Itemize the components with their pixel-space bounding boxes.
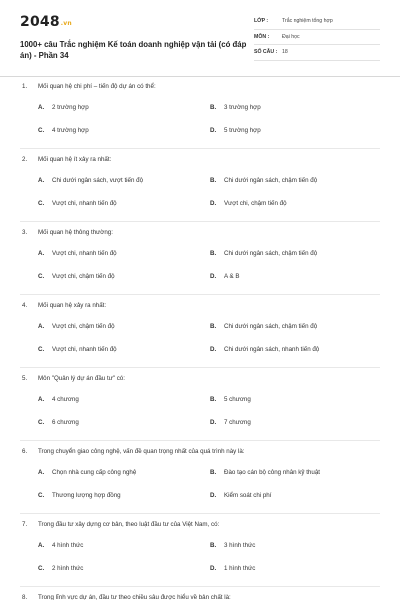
- option-c[interactable]: C. Vượt chi, nhanh tiến độ: [38, 346, 117, 353]
- meta-table: [254, 14, 380, 61]
- question-item: [20, 514, 380, 587]
- question-number: 1.: [22, 83, 28, 90]
- meta-row-class: [254, 14, 380, 30]
- option-d[interactable]: D. Kiểm soát chi phí: [210, 492, 272, 499]
- question-text: Mối quan hệ ít xảy ra nhất:: [38, 156, 112, 163]
- question-number: 4.: [22, 302, 28, 309]
- option-b[interactable]: B. Chi dưới ngân sách, chậm tiến độ: [210, 323, 318, 330]
- document-header: [20, 14, 380, 66]
- question-item: [20, 222, 380, 295]
- question-text: Mối quan hệ chi phí – tiến độ dự án có thể:: [38, 83, 156, 90]
- option-a[interactable]: A. 4 hình thức: [38, 542, 84, 549]
- question-text: Mối quan hệ thông thường:: [38, 229, 113, 236]
- option-b[interactable]: B. Đào tạo cán bộ công nhân kỹ thuật: [210, 469, 320, 476]
- option-b[interactable]: B. Chi dưới ngân sách, chậm tiến độ: [210, 250, 318, 257]
- question-item: [20, 149, 380, 222]
- option-d[interactable]: D. Chi dưới ngân sách, nhanh tiến độ: [210, 346, 320, 353]
- document-title: 1000+ câu Trắc nghiệm Kế toán doanh nghiệp vận tải (có đáp án) - Phần 34: [20, 40, 247, 60]
- option-d[interactable]: D. 1 hình thức: [210, 565, 256, 572]
- option-a[interactable]: A. 2 trường hợp: [38, 104, 89, 111]
- meta-value: Đại học: [282, 33, 300, 40]
- option-c[interactable]: C. Vượt chi, chậm tiến độ: [38, 273, 115, 280]
- option-a[interactable]: A. Vượt chi, chậm tiến độ: [38, 323, 115, 330]
- option-a[interactable]: A. Chọn nhà cung cấp công nghệ: [38, 469, 137, 476]
- question-number: 8.: [22, 594, 28, 600]
- option-d[interactable]: D. Vượt chi, chậm tiến độ: [210, 200, 287, 207]
- question-number: 3.: [22, 229, 28, 236]
- option-d[interactable]: D. 5 trường hợp: [210, 127, 261, 134]
- option-c[interactable]: C. 6 chương: [38, 419, 79, 426]
- question-text: Trong chuyển giao công nghệ, vấn đề quan trọng nhất của quá trình này là:: [38, 448, 245, 455]
- question-number: 6.: [22, 448, 28, 455]
- question-number: 2.: [22, 156, 28, 163]
- option-a[interactable]: A. Vượt chi, nhanh tiến độ: [38, 250, 117, 257]
- option-c[interactable]: C. Vượt chi, nhanh tiến độ: [38, 200, 117, 207]
- meta-key: LỚP :: [254, 18, 269, 24]
- logo-text: 2048: [20, 14, 60, 30]
- question-item: [20, 76, 380, 149]
- question-item: [20, 368, 380, 441]
- option-c[interactable]: C. 4 trường hợp: [38, 127, 89, 134]
- question-text: Môn "Quản lý dự án đầu tư" có:: [38, 375, 125, 382]
- question-item: [20, 587, 380, 600]
- meta-key: SỐ CÂU :: [254, 49, 278, 55]
- option-a[interactable]: A. Chi dưới ngân sách, vượt tiến độ: [38, 177, 144, 184]
- option-a[interactable]: A. 4 chương: [38, 396, 79, 403]
- logo-tld: .vn: [60, 20, 72, 27]
- meta-key: MÔN :: [254, 33, 270, 40]
- question-item: [20, 295, 380, 368]
- option-b[interactable]: B. 5 chương: [210, 396, 251, 403]
- option-b[interactable]: B. 3 hình thức: [210, 542, 256, 549]
- option-b[interactable]: B. Chi dưới ngân sách, chậm tiến độ: [210, 177, 318, 184]
- option-b[interactable]: B. 3 trường hợp: [210, 104, 261, 111]
- option-d[interactable]: D. 7 chương: [210, 419, 251, 426]
- question-item: [20, 441, 380, 514]
- site-logo[interactable]: [20, 14, 72, 30]
- meta-value: Trắc nghiệm tổng hợp: [282, 18, 333, 24]
- option-c[interactable]: C. 2 hình thức: [38, 565, 84, 572]
- question-text: Mối quan hệ xảy ra nhất:: [38, 302, 107, 309]
- question-text: Trong lĩnh vực dự án, đầu tư theo chiều sâu được hiểu về bản chất là:: [38, 594, 231, 600]
- question-text: Trong đầu tư xây dựng cơ bản, theo luật đầu tư của Việt Nam, có:: [38, 521, 220, 528]
- question-number: 5.: [22, 375, 28, 382]
- option-d[interactable]: D. A & B: [210, 273, 240, 280]
- question-list: [20, 76, 380, 600]
- meta-row-subject: [254, 30, 380, 46]
- meta-value: 18: [282, 49, 288, 55]
- meta-row-count: [254, 45, 380, 61]
- question-number: 7.: [22, 521, 28, 528]
- option-c[interactable]: C. Thương lượng hợp đồng: [38, 492, 121, 499]
